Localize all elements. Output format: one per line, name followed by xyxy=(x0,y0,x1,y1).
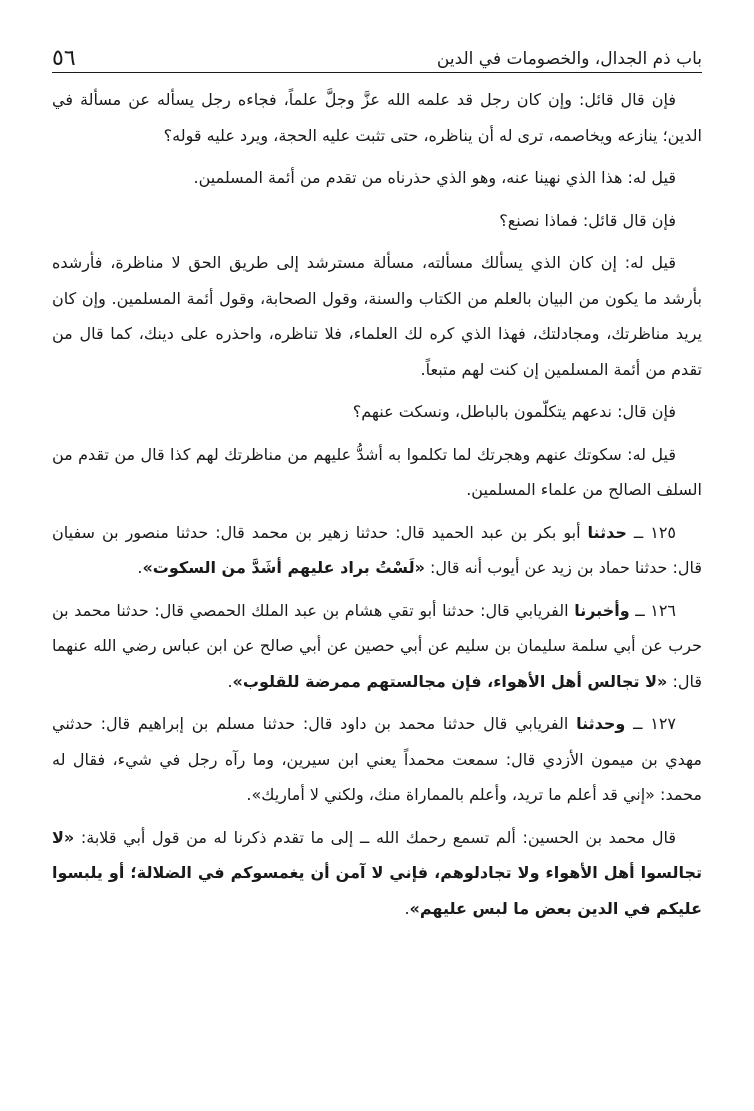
narration-verb: وأخبرنا xyxy=(574,600,630,620)
hadith-chain: الفريابي قال حدثنا محمد بن داود قال: حدثنا مسلم بن إبراهيم قال: حدثني مهدي بن ميمون الأزدي قال: سمعت محمداً يعني ابن سيرين، وما رآه رجل في شيء، فقال له محمد: «إني قد أعلم ما تريد، وأعلم بالمماراة منك، ولكني لا أماريك». xyxy=(52,714,702,804)
narration-verb: حدثنا xyxy=(587,522,627,542)
separator: ــ xyxy=(625,714,651,733)
paragraph: قيل له: هذا الذي نهينا عنه، وهو الذي حذرناه من تقدم من أئمة المسلمين. xyxy=(193,168,676,187)
separator: ــ xyxy=(629,600,651,620)
hadith-number: ١٢٧ xyxy=(650,714,677,733)
running-title: باب ذم الجدال، والخصومات في الدين xyxy=(436,49,702,69)
hadith-127 xyxy=(52,706,702,813)
hadith-chain: الفريابي قال: حدثنا أبو تقي هشام بن عبد الملك الحمصي قال: حدثنا محمد بن حرب عن أبي سلمة سليمان بن سليم عن أبي حصين عن أبي صالح عن ابن عباس رضي الله عنهما قال: xyxy=(52,600,702,691)
paragraph: فإن قال قائل: فماذا نصنع؟ xyxy=(499,210,676,230)
hadith-number: ١٢٦ xyxy=(650,600,677,620)
paragraph: قيل له: سكوتك عنهم وهجرتك لما تكلموا به أشدُّ عليهم من مناظرتك لهم كذا قال من تقدم من السلف الصالح من علماء المسلمين. xyxy=(52,444,702,499)
hadith-126: ١٢٦ ــ وأخبرنا الفريابي قال: حدثنا أبو تقي هشام بن عبد الملك الحمصي قال: حدثنا محمد بن حرب عن أبي سلمة سليمان بن سليم عن أبي حصين عن أبي صالح عن ابن عباس رضي الله عنهما قال: «لا تجالس أهل الأهواء، فإن مجالستهم ممرضة للقلوب». xyxy=(52,600,702,691)
paragraph: قيل له: إن كان الذي يسألك مسألته، مسألة مسترشد إلى طريق الحق لا مناظرة، فأرشده بأرشد ما يكون من البيان بالعلم من الكتاب والسنة، وقول الصحابة، وقول أئمة المسلمين. وإن كان يريد مناظرتك، ومجادلتك، فهذا الذي كره لك العلماء، فلا تناظره، واحذره على دينك، كما قال من تقدم من أئمة المسلمين إن كنت لهم متبعاً. xyxy=(52,253,702,379)
hadith-quote: «لَسْتُ براد عليهم أشَدَّ من السكوت» xyxy=(142,558,425,577)
separator: ــ xyxy=(626,522,651,542)
hadith-chain: أبو بكر بن عبد الحميد قال: حدثنا زهير بن محمد قال: حدثنا منصور بن سفيان قال: حدثنا حماد بن زيد عن أيوب أنه قال: xyxy=(52,522,702,577)
hadith-125: ١٢٥ ــ حدثنا أبو بكر بن عبد الحميد قال: حدثنا زهير بن محمد قال: حدثنا منصور بن سفيان قال: حدثنا حماد بن زيد عن أيوب أنه قال: «لَسْتُ براد عليهم أشَدَّ من السكوت». xyxy=(52,522,702,577)
page-header xyxy=(52,40,702,72)
hadith-number: ١٢٥ xyxy=(650,522,676,542)
paragraph: فإن قال قائل: وإن كان رجل قد علمه الله عزَّ وجلَّ علماً، فجاءه رجل يسأله عن مسألة في الدين؛ ينازعه ويخاصمه، ترى له أن يناظره، حتى تثبت عليه الحجة، ويرد عليه قوله؟ xyxy=(52,90,702,145)
page-body xyxy=(52,82,702,933)
book-page xyxy=(52,0,702,1111)
quote: «لا تجالسوا أهل الأهواء ولا تجادلوهم، فإني لا آمن أن يغمسوكم في الضلالة؛ أو يلبسوا عليكم في الدين بعض ما لبس عليهم» xyxy=(52,827,702,918)
paragraph-closing: قال محمد بن الحسين: ألم تسمع رحمك الله ــ إلى ما تقدم ذكرنا له من قول أبي قلابة: «لا تجالسوا أهل الأهواء ولا تجادلوهم، فإني لا آمن أن يغمسوكم في الضلالة؛ أو يلبسوا عليكم في الدين بعض ما لبس عليهم». xyxy=(52,827,702,918)
hadith-quote: «لا تجالس أهل الأهواء، فإن مجالستهم ممرضة للقلوب» xyxy=(232,671,668,691)
paragraph: فإن قال: ندعهم يتكلّمون بالباطل، ونسكت عنهم؟ xyxy=(352,402,676,421)
header-rule xyxy=(52,72,702,73)
narration-verb: وحدثنا xyxy=(576,714,626,733)
page-number: ٥٦ xyxy=(52,46,76,71)
